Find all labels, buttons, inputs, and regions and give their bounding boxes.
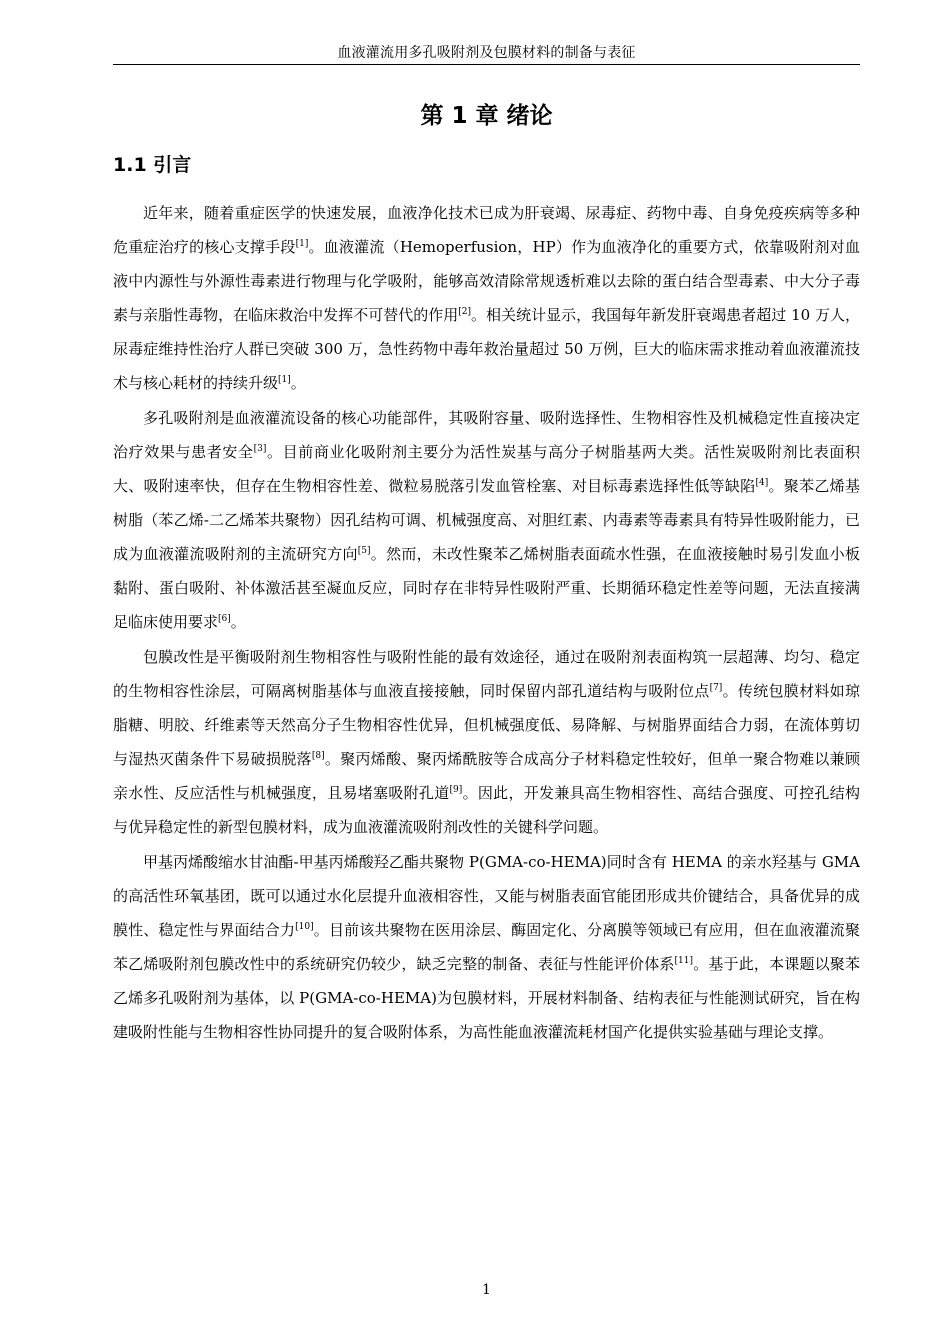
paragraph [113, 401, 860, 639]
running-header: 血液灌流用多孔吸附剂及包膜材料的制备与表征 [337, 45, 636, 61]
body-text [113, 196, 860, 1050]
text-run: 。基于此，本课题以聚苯乙烯多孔吸附剂为基体，以 P(GMA-co-HEMA)为包膜材料，开展材料制备、结构表征与性能测试研究，旨在构建吸附性能与生物相容性协同提升的复合吸附体系，为高性能血液灌流耗材国产化提供实验基础与理论支撑。 [113, 955, 860, 1041]
text-run: 。因此，开发兼具高生物相容性、高结合强度、可控孔结构与优异稳定性的新型包膜材料，成为血液灌流吸附剂改性的关键科学问题。 [113, 784, 860, 836]
citation-marker: [4] [755, 478, 769, 488]
page-number: 1 [482, 1282, 491, 1298]
text-run: 。传统包膜材料如琼脂糖、明胶、纤维素等天然高分子生物相容性优异，但机械强度低、易降解、与树脂界面结合力弱，在流体剪切与湿热灭菌条件下易破损脱落 [113, 682, 860, 768]
text-run: 。 [290, 374, 306, 392]
text-run: 。血液灌流（Hemoperfusion，HP）作为血液净化的重要方式，依靠吸附剂对血液中内源性与外源性毒素进行物理与化学吸附，能够高效清除常规透析难以去除的蛋白结合型毒素、中大分子毒素与亲脂性毒物，在临床救治中发挥不可替代的作用 [113, 238, 860, 324]
text-run: 多孔吸附剂是血液灌流设备的核心功能部件，其吸附容量、吸附选择性、生物相容性及机械稳定性直接决定治疗效果与患者安全 [113, 409, 860, 461]
section-title: 1.1 引言 [113, 154, 192, 176]
text-run: 。目前商业化吸附剂主要分为活性炭基与高分子树脂基两大类。活性炭吸附剂比表面积大、吸附速率快，但存在生物相容性差、微粒易脱落引发血管栓塞、对目标毒素选择性低等缺陷 [113, 443, 860, 495]
text-run: 。目前该共聚物在医用涂层、酶固定化、分离膜等领域已有应用，但在血液灌流聚苯乙烯吸附剂包膜改性中的系统研究仍较少，缺乏完整的制备、表征与性能评价体系 [113, 921, 860, 973]
text-run: 。聚苯乙烯基树脂（苯乙烯-二乙烯苯共聚物）因孔结构可调、机械强度高、对胆红素、内毒素等毒素具有特异性吸附能力，已成为血液灌流吸附剂的主流研究方向 [113, 477, 860, 563]
citation-marker: [5] [357, 546, 371, 556]
header-rule [113, 64, 860, 65]
text-run: 。相关统计显示，我国每年新发肝衰竭患者超过 10 万人，尿毒症维持性治疗人群已突破 300 万，急性药物中毒年救治量超过 50 万例，巨大的临床需求推动着血液灌流技术与核心耗材的持续升级 [113, 306, 860, 392]
citation-marker: [9] [449, 785, 463, 795]
text-run: 近年来，随着重症医学的快速发展，血液净化技术已成为肝衰竭、尿毒症、药物中毒、自身免疫疾病等多种危重症治疗的核心支撑手段 [113, 204, 860, 256]
citation-marker: [1] [295, 239, 309, 249]
citation-marker: [1] [278, 375, 291, 385]
citation-marker: [8] [311, 751, 325, 761]
paragraph [113, 196, 860, 400]
text-run: 。然而，未改性聚苯乙烯树脂表面疏水性强，在血液接触时易引发血小板黏附、蛋白吸附、补体激活甚至凝血反应，同时存在非特异性吸附严重、长期循环稳定性差等问题，无法直接满足临床使用要求 [113, 545, 860, 631]
chapter-title: 第 1 章 绪论 [420, 103, 553, 129]
citation-marker: [10] [295, 922, 314, 932]
text-run: 甲基丙烯酸缩水甘油酯-甲基丙烯酸羟乙酯共聚物 P(GMA-co-HEMA)同时含有 HEMA 的亲水羟基与 GMA 的高活性环氧基团，既可以通过水化层提升血液相容性，又能与树脂表面官能团形成共价键结合，具备优异的成膜性、稳定性与界面结合力 [113, 853, 860, 939]
text-run: 。聚丙烯酸、聚丙烯酰胺等合成高分子材料稳定性较好，但单一聚合物难以兼顾亲水性、反应活性与机械强度，且易堵塞吸附孔道 [113, 750, 860, 802]
text-run: 包膜改性是平衡吸附剂生物相容性与吸附性能的最有效途径，通过在吸附剂表面构筑一层超薄、均匀、稳定的生物相容性涂层，可隔离树脂基体与血液直接接触，同时保留内部孔道结构与吸附位点 [113, 648, 860, 700]
citation-marker: [7] [709, 683, 723, 693]
citation-marker: [11] [674, 956, 694, 966]
citation-marker: [6] [218, 614, 231, 624]
citation-marker: [2] [458, 307, 472, 317]
paragraph [113, 640, 860, 844]
text-run: 。 [230, 613, 246, 631]
citation-marker: [3] [253, 444, 267, 454]
paragraph [113, 845, 860, 1049]
